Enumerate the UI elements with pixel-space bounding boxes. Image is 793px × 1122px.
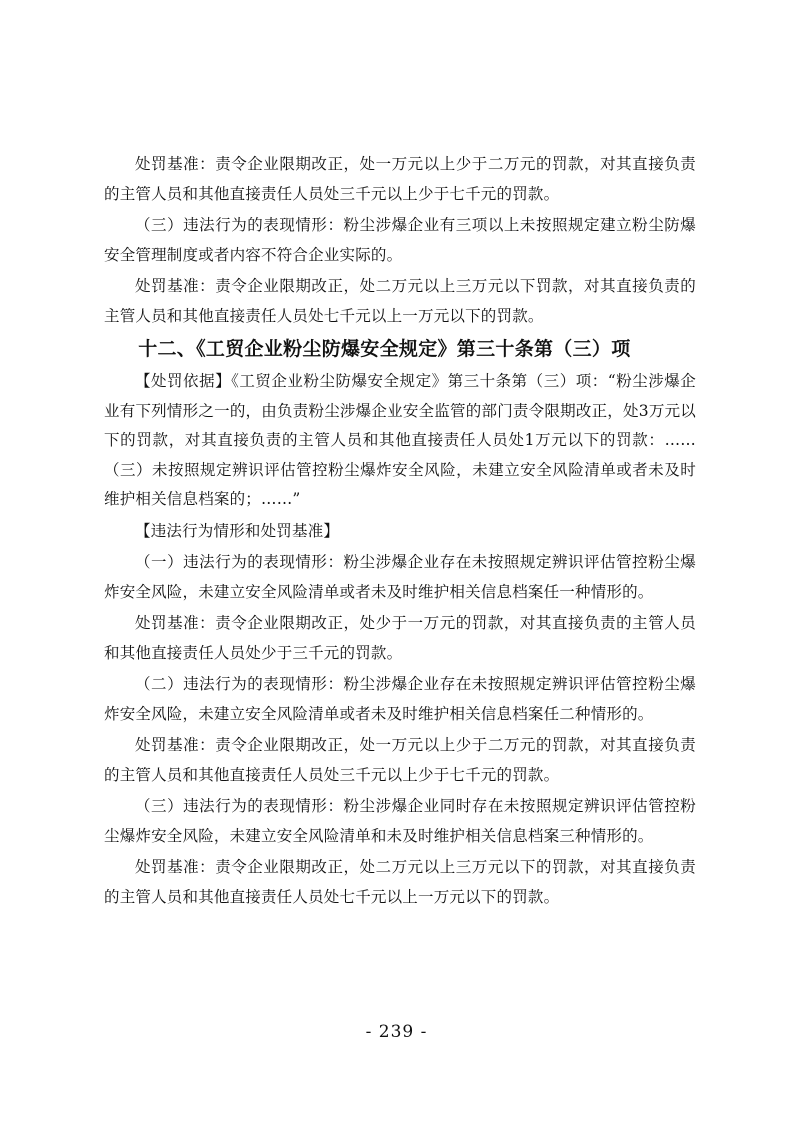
penalty-basis-paragraph: 【处罚依据】《工贸企业粉尘防爆安全规定》第三十条第（三）项：“粉尘涉爆企业有下列情形之一的，由负责粉尘涉爆企业安全监管的部门责令限期改正，处3万元以下的罚款，对其直接负责的主管人员和其他直接责任人员处1万元以下的罚款：……（三）未按照规定辨识评估管控粉尘爆炸安全风险，未建立安全风险清单或者未及时维护相关信息档案的；……” — [104, 372, 696, 508]
subheading-violation-and-standard: 【违法行为情形和处罚基准】 — [135, 521, 340, 540]
paragraph-violation-3: （三）违法行为的表现情形：粉尘涉爆企业有三项以上未按照规定建立粉尘防爆安全管理制度或者内容不符合企业实际的。 — [104, 216, 696, 264]
item-penalty-standard-2: 处罚基准：责令企业限期改正，处一万元以上少于二万元的罚款，对其直接负责的主管人员和其他直接责任人员处三千元以上少于七千元的罚款。 — [104, 736, 696, 784]
page-number: - 239 - — [365, 1022, 428, 1042]
paragraph-penalty-standard-2: 处罚基准：责令企业限期改正，处二万元以上三万元以下罚款，对其直接负责的主管人员和其他直接责任人员处七千元以上一万元以下的罚款。 — [104, 277, 696, 325]
paragraph-penalty-standard-1: 处罚基准：责令企业限期改正，处一万元以上少于二万元的罚款，对其直接负责的主管人员和其他直接责任人员处三千元以上少于七千元的罚款。 — [104, 155, 696, 203]
item-violation-1: （一）违法行为的表现情形：粉尘涉爆企业存在未按照规定辨识评估管控粉尘爆炸安全风险，未建立安全风险清单或者未及时维护相关信息档案任一种情形的。 — [104, 553, 696, 601]
item-penalty-standard-3: 处罚基准：责令企业限期改正，处二万元以上三万元以下的罚款，对其直接负责的主管人员和其他直接责任人员处七千元以上一万元以下的罚款。 — [104, 858, 696, 906]
item-penalty-standard-1: 处罚基准：责令企业限期改正，处少于一万元的罚款，对其直接负责的主管人员和其他直接责任人员处少于三千元的罚款。 — [104, 614, 696, 662]
item-violation-2: （二）违法行为的表现情形：粉尘涉爆企业存在未按照规定辨识评估管控粉尘爆炸安全风险，未建立安全风险清单或者未及时维护相关信息档案任二种情形的。 — [104, 675, 696, 723]
page-body — [104, 150, 696, 914]
section-heading: 十二、《工贸企业粉尘防爆安全规定》第三十条第（三）项 — [138, 338, 631, 360]
item-violation-3: （三）违法行为的表现情形：粉尘涉爆企业同时存在未按照规定辨识评估管控粉尘爆炸安全风险，未建立安全风险清单和未及时维护相关信息档案三种情形的。 — [104, 797, 696, 845]
